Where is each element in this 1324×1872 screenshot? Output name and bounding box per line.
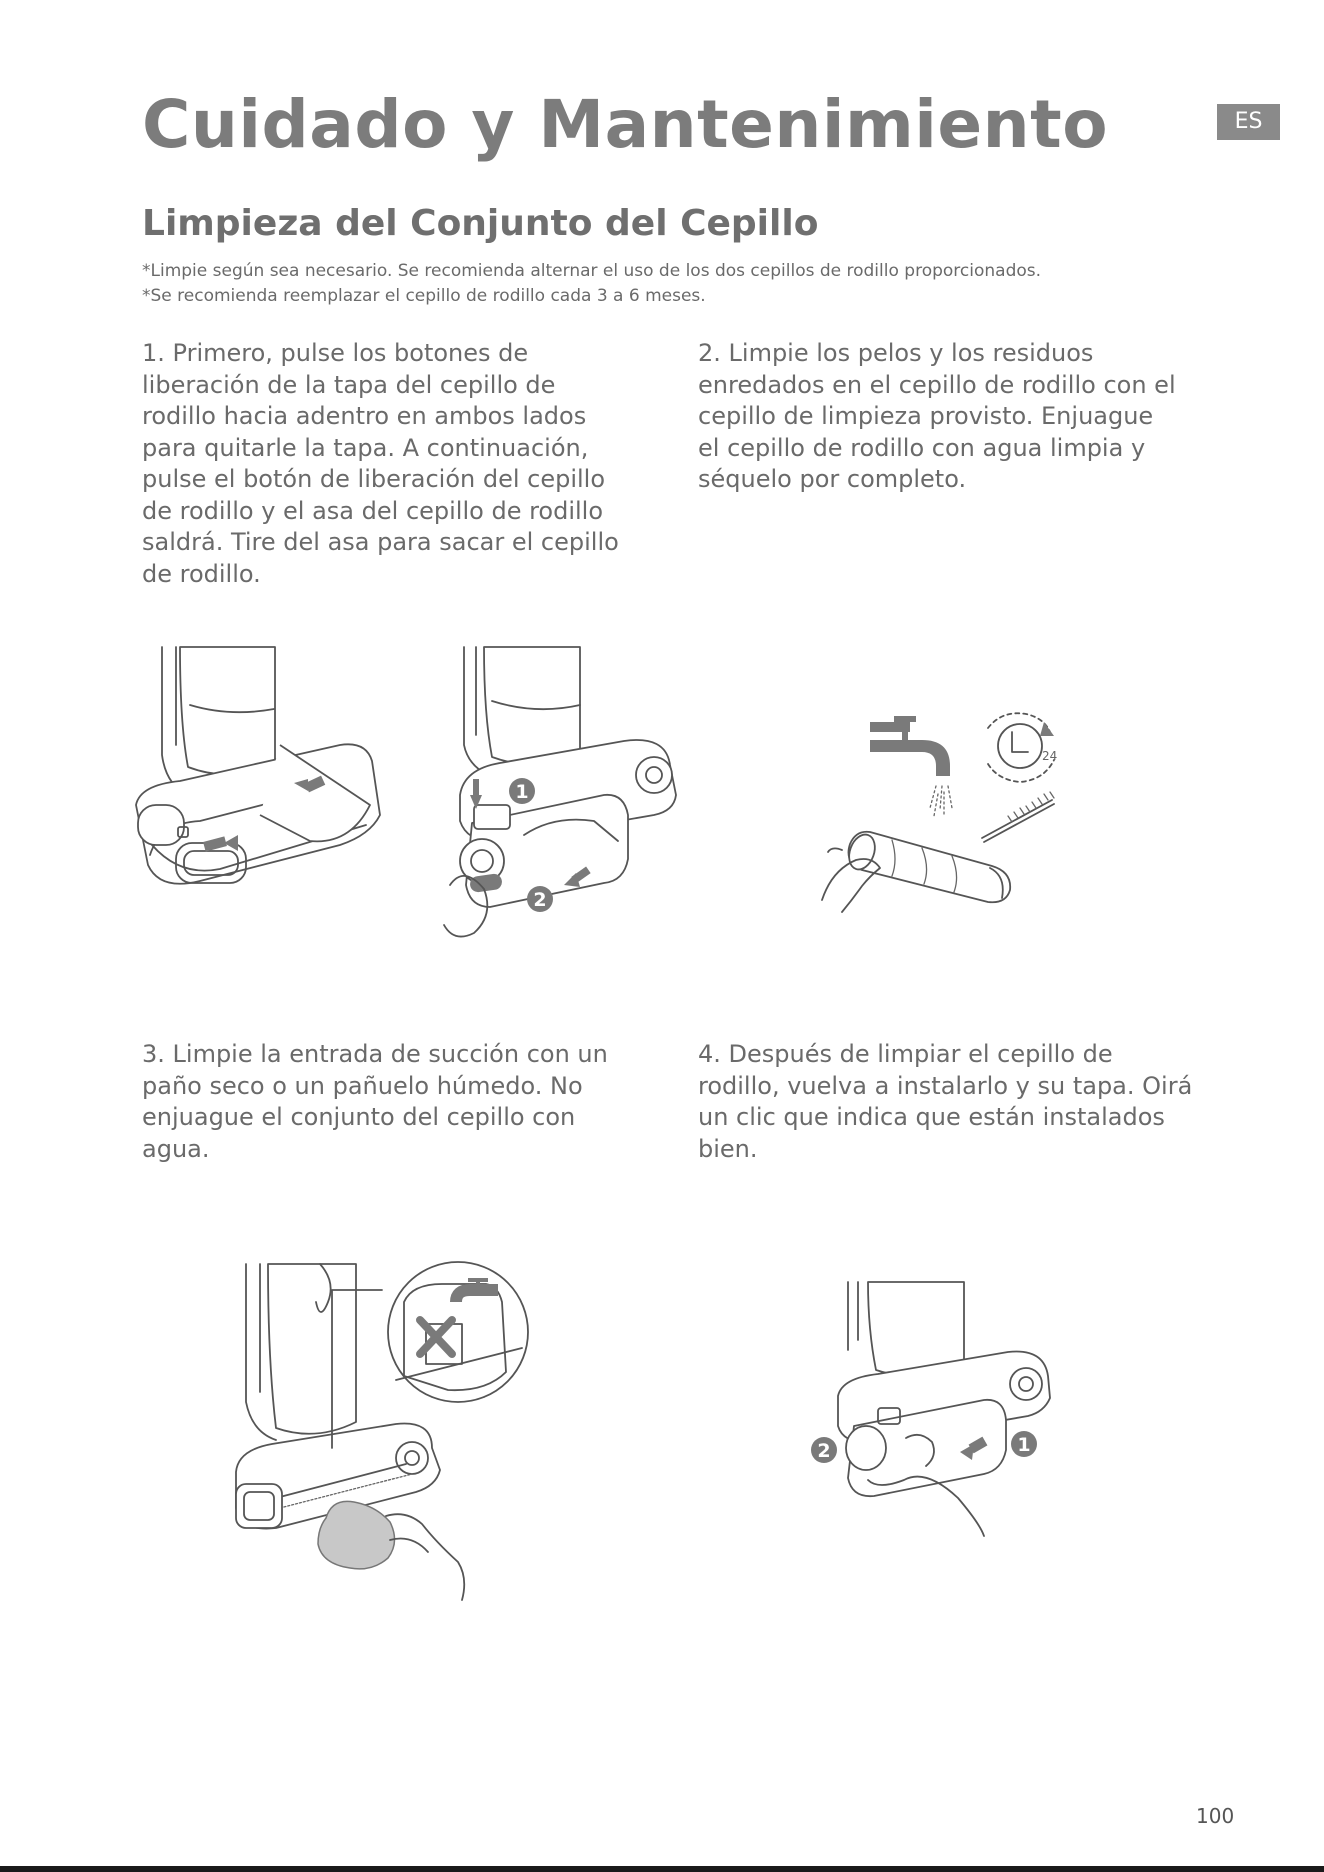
illustration-reinstall-roller [808, 1280, 1048, 1540]
step-badge-2: 2 [533, 889, 547, 911]
text-line: enredados en el cepillo de rodillo con el [698, 370, 1176, 399]
text-line: rodillo, vuelva a instalarlo y su tapa. Oirá [698, 1071, 1193, 1100]
text-line: 3. Limpie la entrada de succión con un [142, 1040, 608, 1068]
text-line: 1. Primero, pulse los botones de [142, 339, 529, 367]
step-1-text [142, 338, 682, 590]
page-title: Cuidado y Mantenimiento [142, 86, 1109, 163]
text-line: 2. Limpie los pelos y los residuos [698, 339, 1094, 367]
text-line: un clic que indica que están instalados [698, 1103, 1165, 1131]
step-3-text [142, 1039, 682, 1165]
text-line: agua. [142, 1134, 210, 1163]
note-line: *Limpie según sea necesario. Se recomienda alternar el uso de los dos cepillos de rodillo proporcionados. [142, 261, 1042, 281]
note-line: *Se recomienda reemplazar el cepillo de rodillo cada 3 a 6 meses. [142, 286, 706, 306]
text-line: bien. [698, 1134, 758, 1163]
step-4-text [698, 1039, 1238, 1165]
page-number: 100 [1196, 1804, 1235, 1828]
text-line: 4. Después de limpiar el cepillo de [698, 1040, 1113, 1068]
text-line: el cepillo de rodillo con agua limpia y [698, 433, 1146, 462]
text-line: de rodillo y el asa del cepillo de rodillo [142, 496, 604, 525]
text-line: liberación de la tapa del cepillo de [142, 370, 556, 399]
text-line: saldrá. Tire del asa para sacar el cepillo [142, 528, 619, 556]
step-badge-2: 2 [817, 1440, 831, 1462]
text-line: paño seco o un pañuelo húmedo. No [142, 1071, 583, 1100]
text-line: rodillo hacia adentro en ambos lados [142, 402, 587, 430]
step-badge-1: 1 [1017, 1434, 1031, 1456]
text-line: cepillo de limpieza provisto. Enjuague [698, 402, 1154, 430]
text-line: enjuague el conjunto del cepillo con [142, 1103, 576, 1131]
text-line: de rodillo. [142, 559, 261, 588]
text-line: para quitarle la tapa. A continuación, [142, 433, 589, 462]
illustration-roller-removal [444, 645, 674, 945]
step-2-text [698, 338, 1238, 496]
section-title: Limpieza del Conjunto del Cepillo [142, 203, 819, 244]
timer-label: 24 [1042, 749, 1058, 763]
illustration-wipe-suction [236, 1262, 566, 1607]
illustration-rinse-roller [822, 700, 1082, 920]
text-line: pulse el botón de liberación del cepillo [142, 465, 606, 493]
step-badge-1: 1 [515, 781, 529, 803]
footer-rule [0, 1866, 1324, 1872]
text-line: séquelo por completo. [698, 465, 967, 493]
language-badge: ES [1217, 104, 1280, 140]
illustration-cover-release [140, 645, 390, 915]
